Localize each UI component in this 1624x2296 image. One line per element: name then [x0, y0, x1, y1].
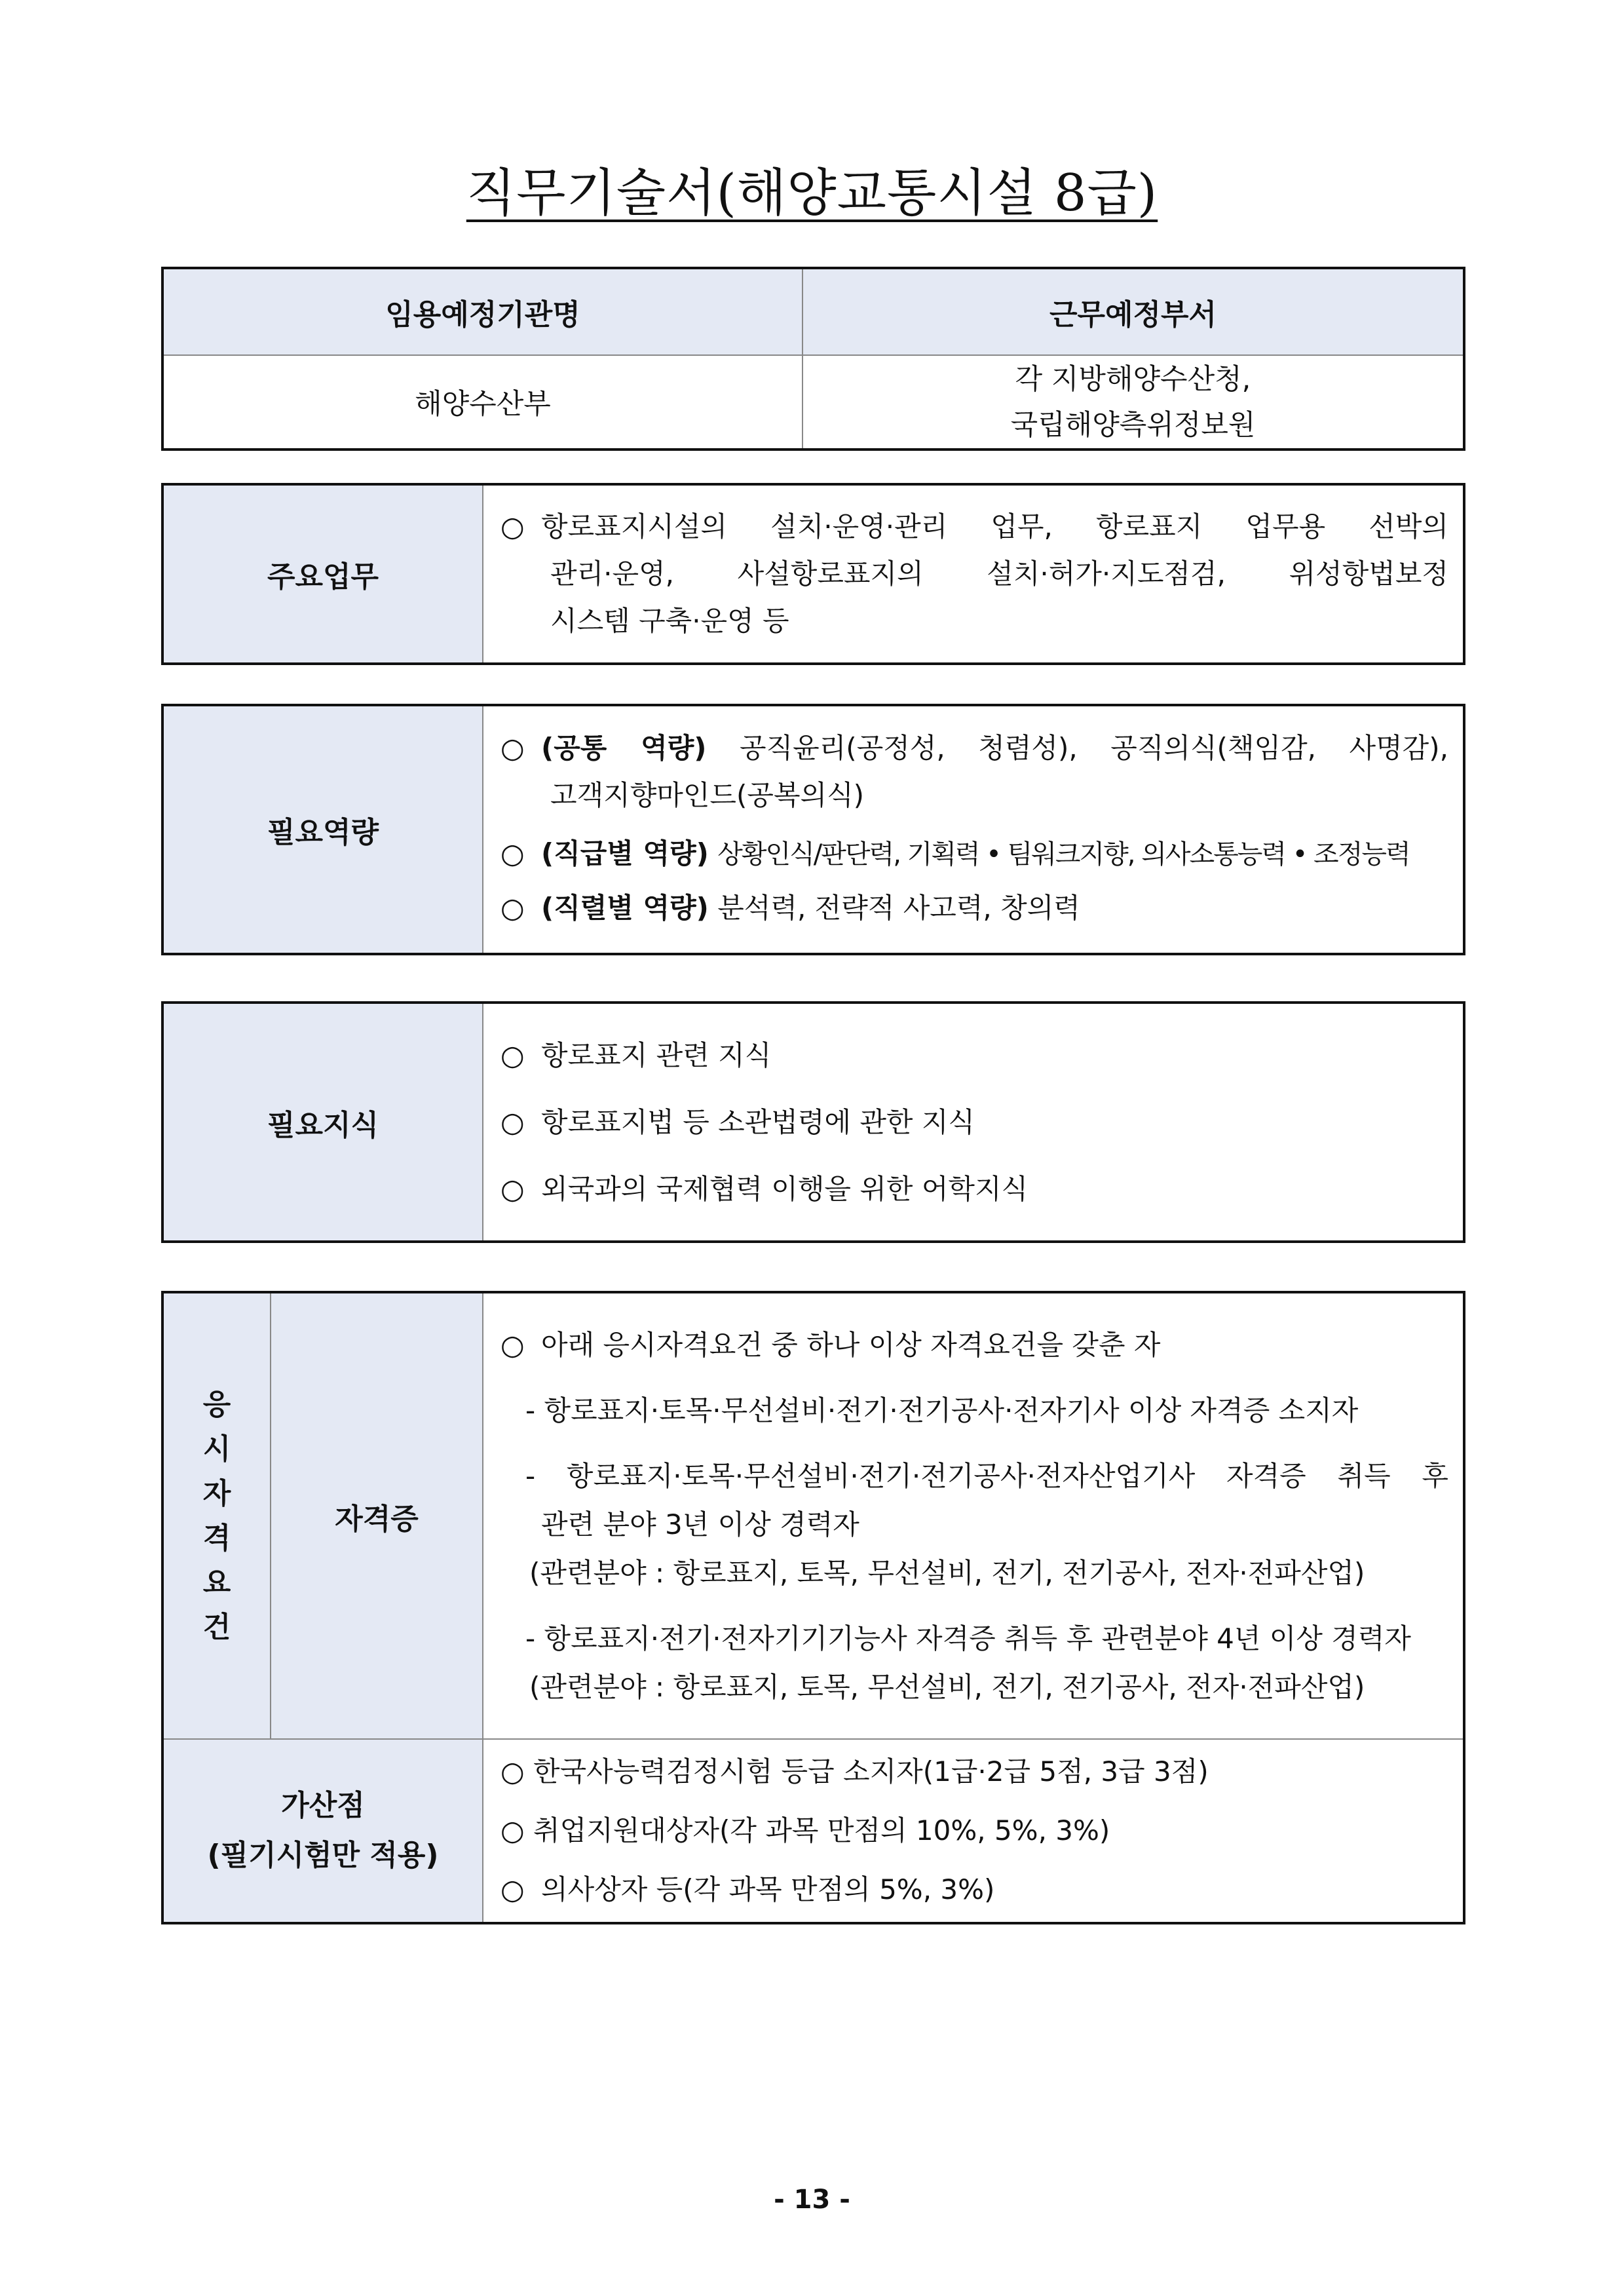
- circle-bullet-icon: ○: [500, 1328, 525, 1361]
- knowledge-table: [161, 1001, 1465, 1243]
- competencies-table: [161, 704, 1465, 955]
- agency-header: 임용예정기관명: [162, 268, 803, 355]
- eligibility-char: 요: [202, 1565, 231, 1599]
- main-duties-table: [161, 483, 1465, 665]
- bonus-content: [483, 1739, 1464, 1923]
- common-competency-cont: 고객지향마인드(공복의식): [550, 778, 865, 811]
- bonus-item: ○ 한국사능력검정시험 등급 소지자(1급·2급 5점, 3급 3점): [500, 1755, 1209, 1788]
- circle-bullet-icon: ○: [500, 1172, 525, 1205]
- knowledge-item: ○ 항로표지 관련 지식: [500, 1022, 1448, 1089]
- qualification-note: (관련분야 : 항로표지, 토목, 무선설비, 전기, 전기공사, 전자·전파산업): [529, 1670, 1365, 1703]
- certificate-content: [483, 1292, 1464, 1739]
- dash-bullet-icon: -: [525, 1622, 536, 1655]
- circle-bullet-icon: ○: [500, 891, 525, 924]
- qualifications-table: [161, 1291, 1465, 1924]
- knowledge-item: ○ 외국과의 국제협력 이행을 위한 어학지식: [500, 1156, 1448, 1223]
- grade-competency: ○ (직급별 역량) 상황인식/판단력, 기획력 • 팀워크지향, 의사소통능력 • 조정능력: [500, 827, 1448, 881]
- knowledge-content: [483, 1003, 1464, 1242]
- page-number: - 13 -: [774, 2185, 850, 2215]
- page-title: 직무기술서(해양교통시설 8급): [466, 164, 1158, 223]
- agency-value: 해양수산부: [162, 355, 803, 450]
- eligibility-char: 응: [202, 1387, 231, 1421]
- main-duties-label: 주요업무: [162, 484, 483, 664]
- bonus-label-line: (필기시험만 적용): [207, 1839, 439, 1872]
- qualification-item-cont: 관련 분야 3년 이상 경력자: [541, 1508, 859, 1540]
- duty-line: 시스템 구축·운영 등: [550, 605, 789, 637]
- department-line: 국립해양측위정보원: [1010, 408, 1256, 442]
- series-competency: ○ (직렬별 역량) 분석력, 전략적 사고력, 창의력: [500, 881, 1448, 935]
- bonus-label-line: 가산점: [281, 1789, 365, 1822]
- circle-bullet-icon: ○: [500, 1873, 525, 1905]
- department-line: 각 지방해양수산청,: [1015, 362, 1251, 396]
- eligibility-char: 격: [202, 1521, 231, 1555]
- qualification-intro: ○ 아래 응시자격요건 중 하나 이상 자격요건을 갖춘 자: [500, 1321, 1448, 1369]
- department-value: [803, 355, 1464, 450]
- competencies-label: 필요역량: [162, 705, 483, 954]
- bonus-label: [162, 1739, 483, 1923]
- competencies-content: [483, 705, 1464, 954]
- knowledge-label: 필요지식: [162, 1003, 483, 1242]
- circle-bullet-icon: ○: [500, 1814, 525, 1846]
- department-header: 근무예정부서: [803, 268, 1464, 355]
- circle-bullet-icon: ○: [500, 1039, 525, 1071]
- circle-bullet-icon: ○: [500, 837, 525, 870]
- eligibility-char: 시: [202, 1432, 231, 1466]
- qualification-note: (관련분야 : 항로표지, 토목, 무선설비, 전기, 전기공사, 전자·전파산업): [529, 1556, 1365, 1589]
- bonus-item: ○ 취업지원대상자(각 과목 만점의 10%, 5%, 3%): [500, 1814, 1110, 1846]
- qualification-item: - 항로표지·토목·무선설비·전기·전기공사·전자기사 이상 자격증 소지자: [525, 1394, 1359, 1426]
- main-duties-content: [483, 484, 1464, 664]
- circle-bullet-icon: ○: [500, 1105, 525, 1138]
- eligibility-char: 자: [202, 1476, 231, 1510]
- eligibility-char: 건: [202, 1610, 231, 1644]
- dash-bullet-icon: -: [525, 1394, 536, 1426]
- qualification-item: - 항로표지·전기·전자기기기능사 자격증 취득 후 관련분야 4년 이상 경력자: [525, 1622, 1411, 1655]
- duty-line: 관리·운영, 사설항로표지의 설치·허가·지도점검, 위성항법보정: [550, 558, 1448, 590]
- circle-bullet-icon: ○: [500, 510, 525, 543]
- circle-bullet-icon: ○: [500, 1755, 525, 1788]
- common-competency: ○ (공통 역량) 공직윤리(공정성, 청렴성), 공직의식(책임감, 사명감),: [500, 725, 1448, 772]
- eligibility-section-label: [162, 1292, 271, 1739]
- qualification-item: - 항로표지·토목·무선설비·전기·전기공사·전자산업기사 자격증 취득 후: [525, 1459, 1448, 1492]
- dash-bullet-icon: -: [525, 1459, 536, 1492]
- bonus-item: ○ 의사상자 등(각 과목 만점의 5%, 3%): [500, 1860, 1448, 1919]
- certificate-label: 자격증: [271, 1292, 483, 1739]
- header-table: [161, 267, 1465, 451]
- knowledge-item: ○ 항로표지법 등 소관법령에 관한 지식: [500, 1089, 1448, 1156]
- circle-bullet-icon: ○: [500, 731, 525, 764]
- duty-line: ○ 항로표지시설의 설치·운영·관리 업무, 항로표지 업무용 선박의: [500, 503, 1448, 550]
